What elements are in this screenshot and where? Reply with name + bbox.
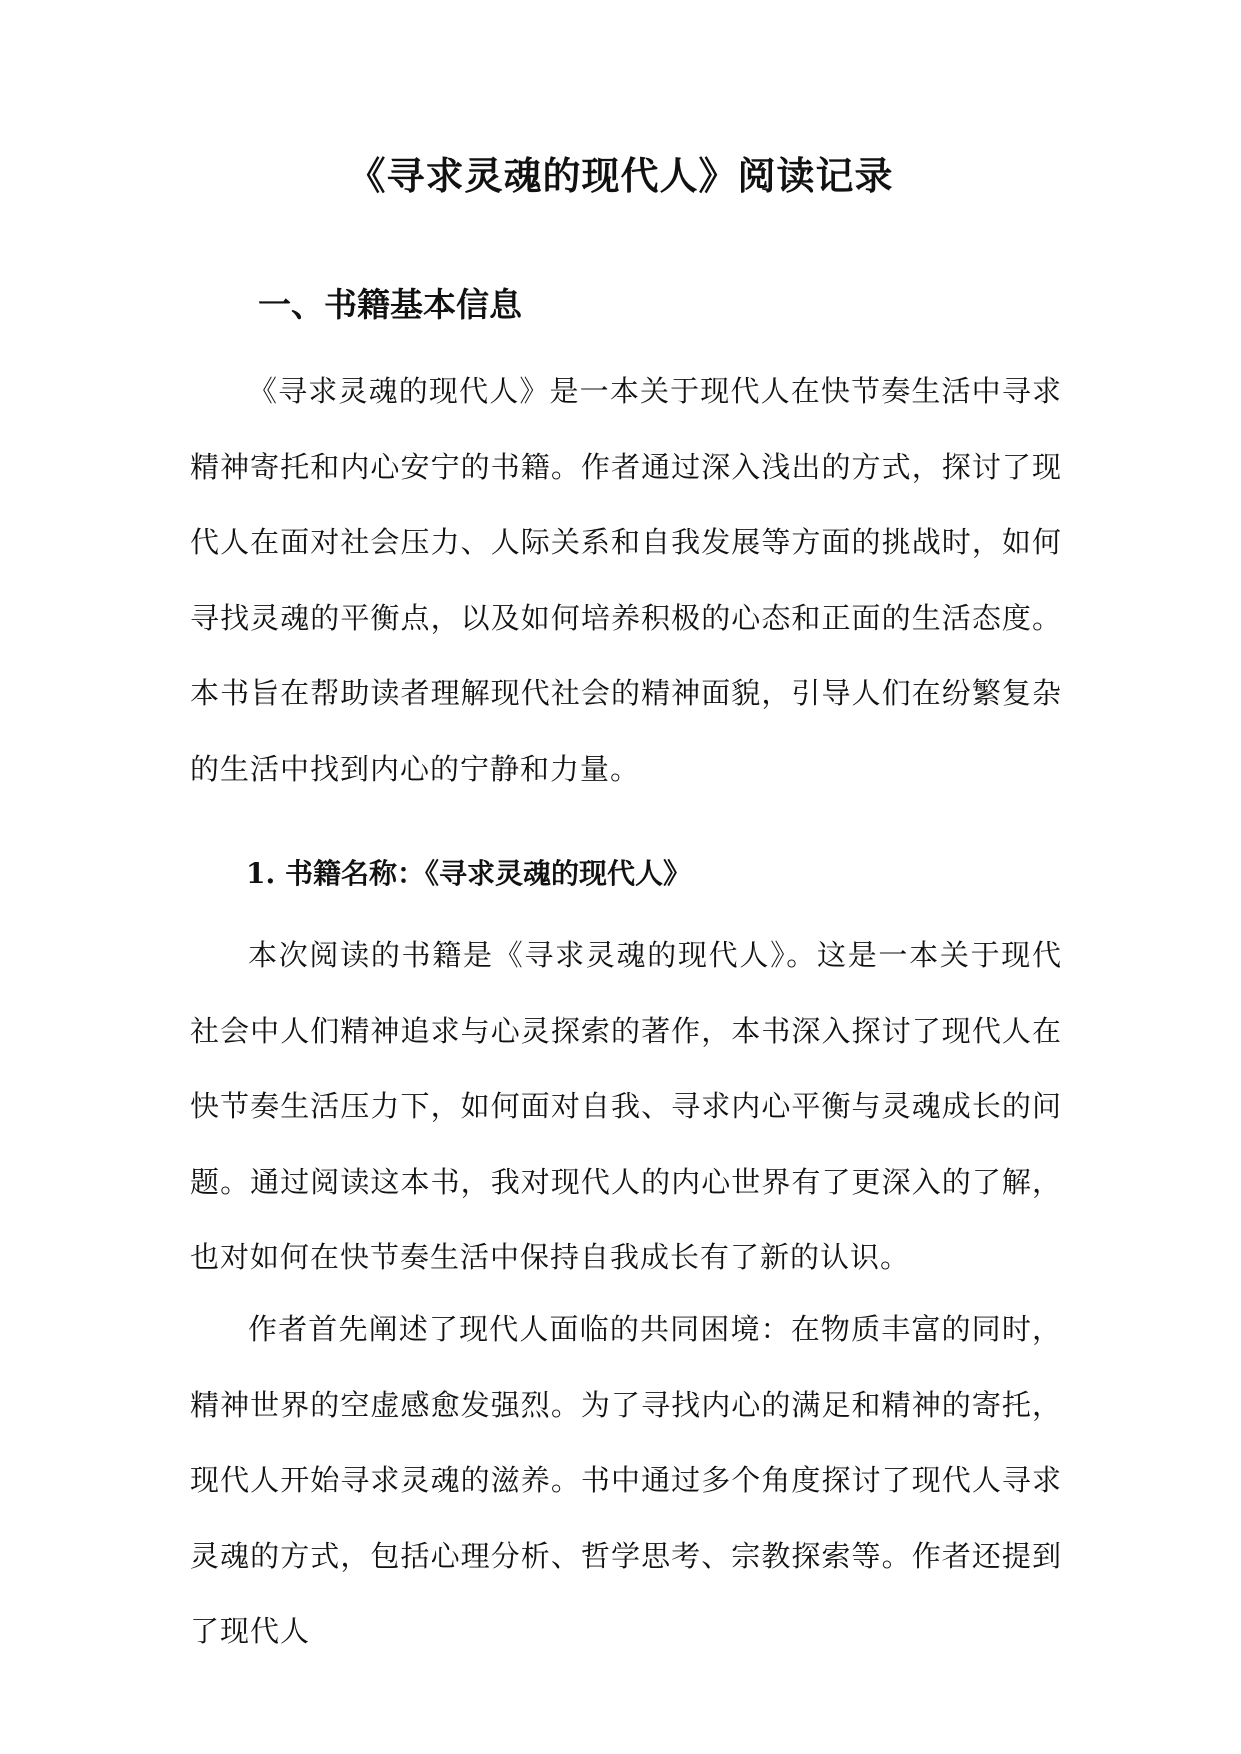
intro-paragraph: 《寻求灵魂的现代人》是一本关于现代人在快节奏生活中寻求精神寄托和内心安宁的书籍。作者通过深入浅出的方式，探讨了现代人在面对社会压力、人际关系和自我发展等方面的挑战时，如何寻找灵魂的平衡点，以及如何培养积极的心态和正面的生活态度。本书旨在帮助读者理解现代社会的精神面貌，引导人们在纷繁复杂的生活中找到内心的宁静和力量。 (190, 374, 1062, 786)
section-heading-basic-info: 一、书籍基本信息 (258, 285, 522, 324)
body-paragraph-2: 作者首先阐述了现代人面临的共同困境：在物质丰富的同时，精神世界的空虚感愈发强烈。为了寻找内心的满足和精神的寄托，现代人开始寻求灵魂的滋养。书中通过多个角度探讨了现代人寻求灵魂的方式，包括心理分析、哲学思考、宗教探索等。作者还提到了现代人 (190, 1312, 1062, 1649)
document-title: 《寻求灵魂的现代人》阅读记录 (347, 153, 894, 198)
subsection-heading-book-name: 1. 书籍名称：《寻求灵魂的现代人》 (246, 857, 691, 890)
body-paragraph-1: 本次阅读的书籍是《寻求灵魂的现代人》。这是一本关于现代社会中人们精神追求与心灵探索的著作，本书深入探讨了现代人在快节奏生活压力下，如何面对自我、寻求内心平衡与灵魂成长的问题。通过阅读这本书，我对现代人的内心世界有了更深入的了解，也对如何在快节奏生活中保持自我成长有了新的认识。 (190, 938, 1062, 1275)
